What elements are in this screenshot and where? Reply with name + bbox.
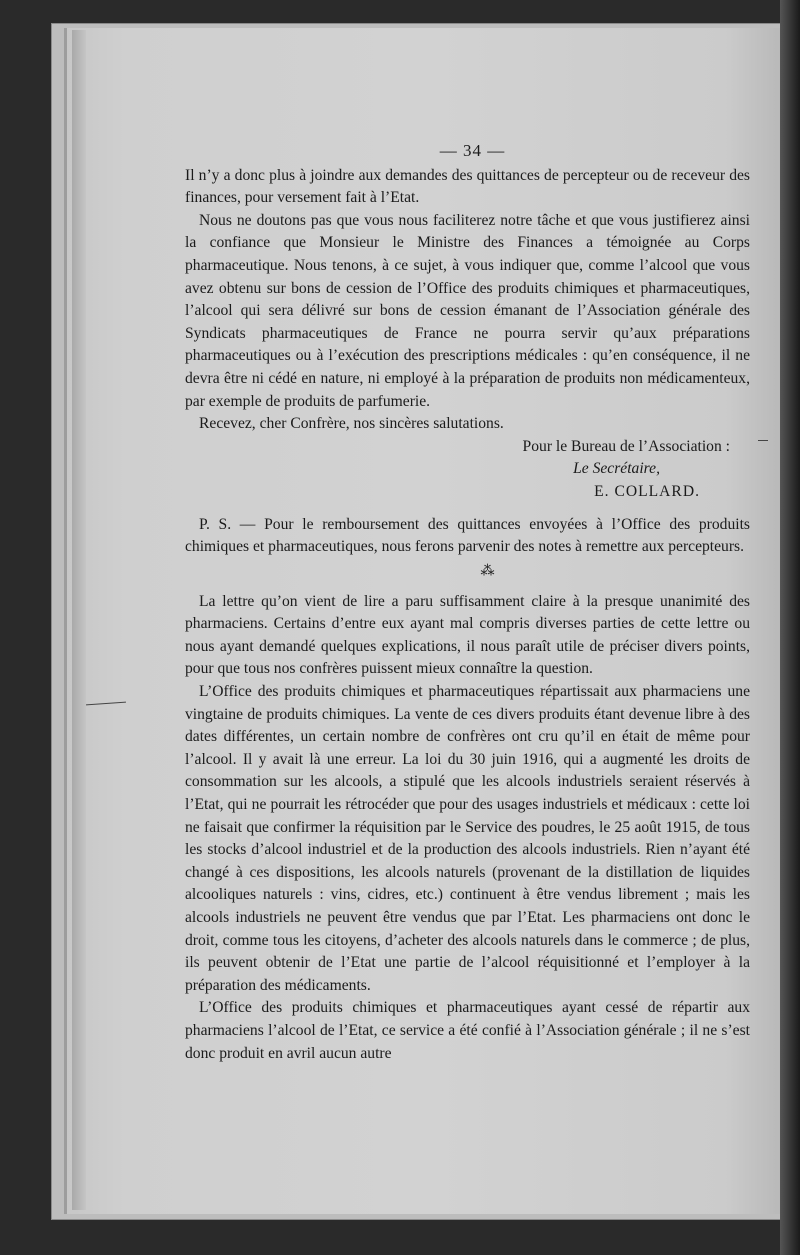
signature-line-1: Pour le Bureau de l’Association : [522, 437, 730, 455]
page-binding [72, 30, 86, 1210]
paragraph: La lettre qu’on vient de lire a paru suffisamment claire à la presque unanimité des pharmaciens. Certains d’entre eux ayant mal compris diverses parties de cette lettre ou nous ayant demandé quelques explications, il nous paraît utile de préciser divers points, pour que tous nos confrères puissent mieux connaître la question. [185, 592, 750, 678]
signature-line-3: E. COLLARD. [594, 482, 700, 500]
paragraph: Il n’y a donc plus à joindre aux demandes des quittances de percepteur ou de receveur des finances, pour versement fait à l’Etat. [185, 166, 750, 207]
page-text [185, 140, 750, 1065]
right-shadow [780, 0, 800, 1255]
paragraph: L’Office des produits chimiques et pharmaceutiques ayant cessé de répartir aux pharmaciens l’alcool de l’Etat, ce service a été confié à l’Association générale ; il ne s’est donc produit en avril aucun autre [185, 999, 750, 1062]
signature-line-2: Le Secrétaire, [573, 460, 660, 478]
paragraph: Recevez, cher Confrère, nos sincères salutations. [199, 415, 504, 433]
paragraph: L’Office des produits chimiques et pharmaceutiques répartissait aux pharmaciens une vingtaine de produits chimiques. La vente de ces divers produits étant devenue libre à des dates différentes, un certain nombre de confrères ont cru qu’il en était de même pour l’alcool. Il y avait là une erreur. La loi du 30 juin 1916, qui a augmenté les droits de consommation sur les alcools, a stipulé que les alcools industriels seraient réservés à l’Etat, qui ne pourrait les rétrocéder que pour des usages industriels et médicaux : cette loi ne faisait que confirmer la réquisition par le Service des poudres, le 25 août 1915, de tous les stocks d’alcool industriel et de la production des alcools industriels. Rien n’ayant été changé à ces dispositions, les alcools naturels (provenant de la distillation de liquides alcooliques naturels : vins, cidres, etc.) continuent à être vendus librement ; mais les alcools industriels ne peuvent être vendus que par l’Etat. Les pharmaciens ont donc le droit, comme tous les citoyens, d’acheter des alcools naturels dans le commerce ; de plus, ils peuvent obtenir de l’Etat une partie de l’alcool réquisitionné et l’employer à la préparation des médicaments. [185, 683, 750, 994]
paragraph: Nous ne doutons pas que vous nous faciliterez notre tâche et que vous justifierez ainsi la confiance que Monsieur le Ministre des Finances a témoignée au Corps pharmaceutique. Nous tenons, à ce sujet, à vous indiquer que, comme l’alcool que vous avez obtenu sur bons de cession de l’Office des produits chimiques et pharmaceutiques, l’alcool qui sera délivré sur bons de cession émanant de l’Association générale des Syndicats pharmaceutiques de France ne pourra servir qu’aux préparations pharmaceutiques ou à l’exécution des prescriptions médicales : qu’en conséquence, il ne devra être ni cédé en nature, ni employé à la préparation de produits non médicamenteux, par exemple de produits de parfumerie. [185, 211, 750, 410]
postscript: P. S. — Pour le remboursement des quittances envoyées à l’Office des produits chimiques et pharmaceutiques, nous ferons parvenir des notes à remettre aux percepteurs. [185, 515, 750, 556]
asterism-separator: ⁂ [480, 563, 495, 579]
page-number: — 34 — [439, 141, 506, 160]
margin-mark [758, 440, 768, 441]
